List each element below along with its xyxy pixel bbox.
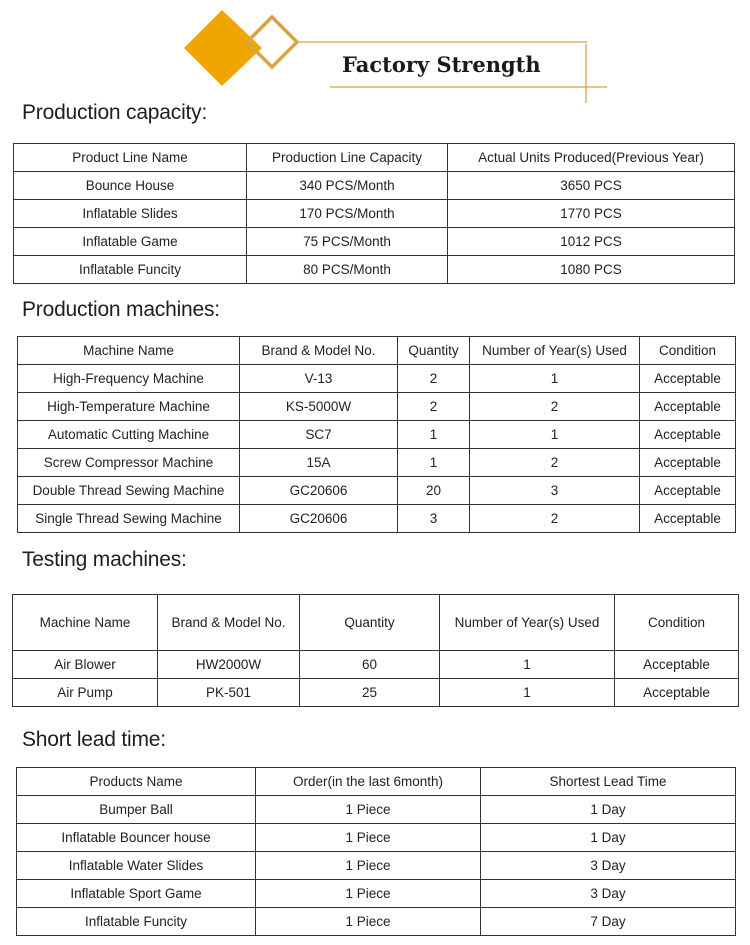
table-cell: PK-501 <box>158 679 300 707</box>
table-cell: 340 PCS/Month <box>247 172 448 200</box>
table-cell: Air Pump <box>13 679 158 707</box>
table-cell: 25 <box>300 679 440 707</box>
table-cell: 1 Day <box>481 824 736 852</box>
table-row <box>18 477 736 505</box>
table-cell: Acceptable <box>640 393 736 421</box>
table-cell: Screw Compressor Machine <box>18 449 240 477</box>
table-cell: 2 <box>470 393 640 421</box>
table-cell: Automatic Cutting Machine <box>18 421 240 449</box>
table-cell: 20 <box>398 477 470 505</box>
lead-time-header-row <box>17 768 736 796</box>
table-cell: 3650 PCS <box>448 172 735 200</box>
column-header: Brand & Model No. <box>240 337 398 365</box>
table-cell: GC20606 <box>240 477 398 505</box>
table-cell: HW2000W <box>158 651 300 679</box>
table-cell: 60 <box>300 651 440 679</box>
table-cell: Bounce House <box>14 172 247 200</box>
table-cell: 2 <box>470 505 640 533</box>
orange-diamond-icon <box>184 10 262 86</box>
column-header: Machine Name <box>13 595 158 651</box>
table-cell: 2 <box>470 449 640 477</box>
table-cell: 3 <box>398 505 470 533</box>
table-row <box>13 651 739 679</box>
column-header: Condition <box>640 337 736 365</box>
table-cell: 1 Day <box>481 796 736 824</box>
table-cell: Inflatable Water Slides <box>17 852 256 880</box>
table-cell: 3 Day <box>481 852 736 880</box>
table-cell: KS-5000W <box>240 393 398 421</box>
table-cell: Inflatable Bouncer house <box>17 824 256 852</box>
column-header: Production Line Capacity <box>247 144 448 172</box>
table-cell: Inflatable Funcity <box>14 256 247 284</box>
column-header: Quantity <box>398 337 470 365</box>
table-cell: 170 PCS/Month <box>247 200 448 228</box>
table-row <box>18 505 736 533</box>
table-cell: High-Frequency Machine <box>18 365 240 393</box>
table-cell: 3 <box>470 477 640 505</box>
capacity-header-row <box>14 144 735 172</box>
column-header: Actual Units Produced(Previous Year) <box>448 144 735 172</box>
page-header <box>0 0 750 100</box>
table-row <box>17 908 736 936</box>
table-row <box>17 796 736 824</box>
table-row <box>14 200 735 228</box>
table-cell: 1 Piece <box>256 796 481 824</box>
table-cell: 80 PCS/Month <box>247 256 448 284</box>
table-cell: Inflatable Slides <box>14 200 247 228</box>
column-header: Quantity <box>300 595 440 651</box>
table-row <box>14 256 735 284</box>
table-cell: Acceptable <box>640 421 736 449</box>
table-cell: Acceptable <box>615 679 739 707</box>
table-cell: 1 Piece <box>256 908 481 936</box>
table-cell: 7 Day <box>481 908 736 936</box>
table-cell: 1 <box>398 421 470 449</box>
production-machines-table <box>17 336 736 533</box>
table-cell: 1 Piece <box>256 880 481 908</box>
table-cell: High-Temperature Machine <box>18 393 240 421</box>
production-capacity-title: Production capacity: <box>22 101 208 124</box>
table-cell: GC20606 <box>240 505 398 533</box>
table-row <box>17 852 736 880</box>
testing-machines-table <box>12 594 739 707</box>
table-row <box>18 421 736 449</box>
table-cell: 1 <box>398 449 470 477</box>
table-cell: 1080 PCS <box>448 256 735 284</box>
table-row <box>17 824 736 852</box>
table-cell: Acceptable <box>640 449 736 477</box>
table-cell: Acceptable <box>640 505 736 533</box>
table-cell: Acceptable <box>640 477 736 505</box>
table-cell: 3 Day <box>481 880 736 908</box>
testing-header-row <box>13 595 739 651</box>
table-row <box>13 679 739 707</box>
production-machines-title: Production machines: <box>22 298 220 321</box>
column-header: Products Name <box>17 768 256 796</box>
table-cell: Single Thread Sewing Machine <box>18 505 240 533</box>
lead-time-table <box>16 767 736 936</box>
table-row <box>14 172 735 200</box>
table-row <box>14 228 735 256</box>
production-capacity-table <box>13 143 735 284</box>
table-cell: Acceptable <box>640 365 736 393</box>
column-header: Brand & Model No. <box>158 595 300 651</box>
table-cell: SC7 <box>240 421 398 449</box>
table-cell: V-13 <box>240 365 398 393</box>
table-cell: 2 <box>398 393 470 421</box>
table-cell: 2 <box>398 365 470 393</box>
table-cell: Acceptable <box>615 651 739 679</box>
column-header: Product Line Name <box>14 144 247 172</box>
table-cell: 75 PCS/Month <box>247 228 448 256</box>
table-cell: Double Thread Sewing Machine <box>18 477 240 505</box>
table-cell: 1770 PCS <box>448 200 735 228</box>
table-row <box>17 880 736 908</box>
table-row <box>18 365 736 393</box>
table-cell: 1 Piece <box>256 824 481 852</box>
table-cell: 1 <box>470 365 640 393</box>
column-header: Number of Year(s) Used <box>470 337 640 365</box>
table-cell: 1 <box>440 651 615 679</box>
column-header: Order(in the last 6month) <box>256 768 481 796</box>
table-cell: 1012 PCS <box>448 228 735 256</box>
table-cell: 15A <box>240 449 398 477</box>
table-row <box>18 449 736 477</box>
column-header: Shortest Lead Time <box>481 768 736 796</box>
page-title: Factory Strength <box>342 52 541 77</box>
column-header: Machine Name <box>18 337 240 365</box>
table-cell: Inflatable Funcity <box>17 908 256 936</box>
table-cell: Inflatable Sport Game <box>17 880 256 908</box>
table-cell: 1 <box>440 679 615 707</box>
table-cell: 1 <box>470 421 640 449</box>
column-header: Number of Year(s) Used <box>440 595 615 651</box>
table-cell: Air Blower <box>13 651 158 679</box>
column-header: Condition <box>615 595 739 651</box>
table-cell: Bumper Ball <box>17 796 256 824</box>
table-cell: Inflatable Game <box>14 228 247 256</box>
testing-machines-title: Testing machines: <box>22 548 187 571</box>
machine-header-row <box>18 337 736 365</box>
table-cell: 1 Piece <box>256 852 481 880</box>
table-row <box>18 393 736 421</box>
lead-time-title: Short lead time: <box>22 728 166 751</box>
